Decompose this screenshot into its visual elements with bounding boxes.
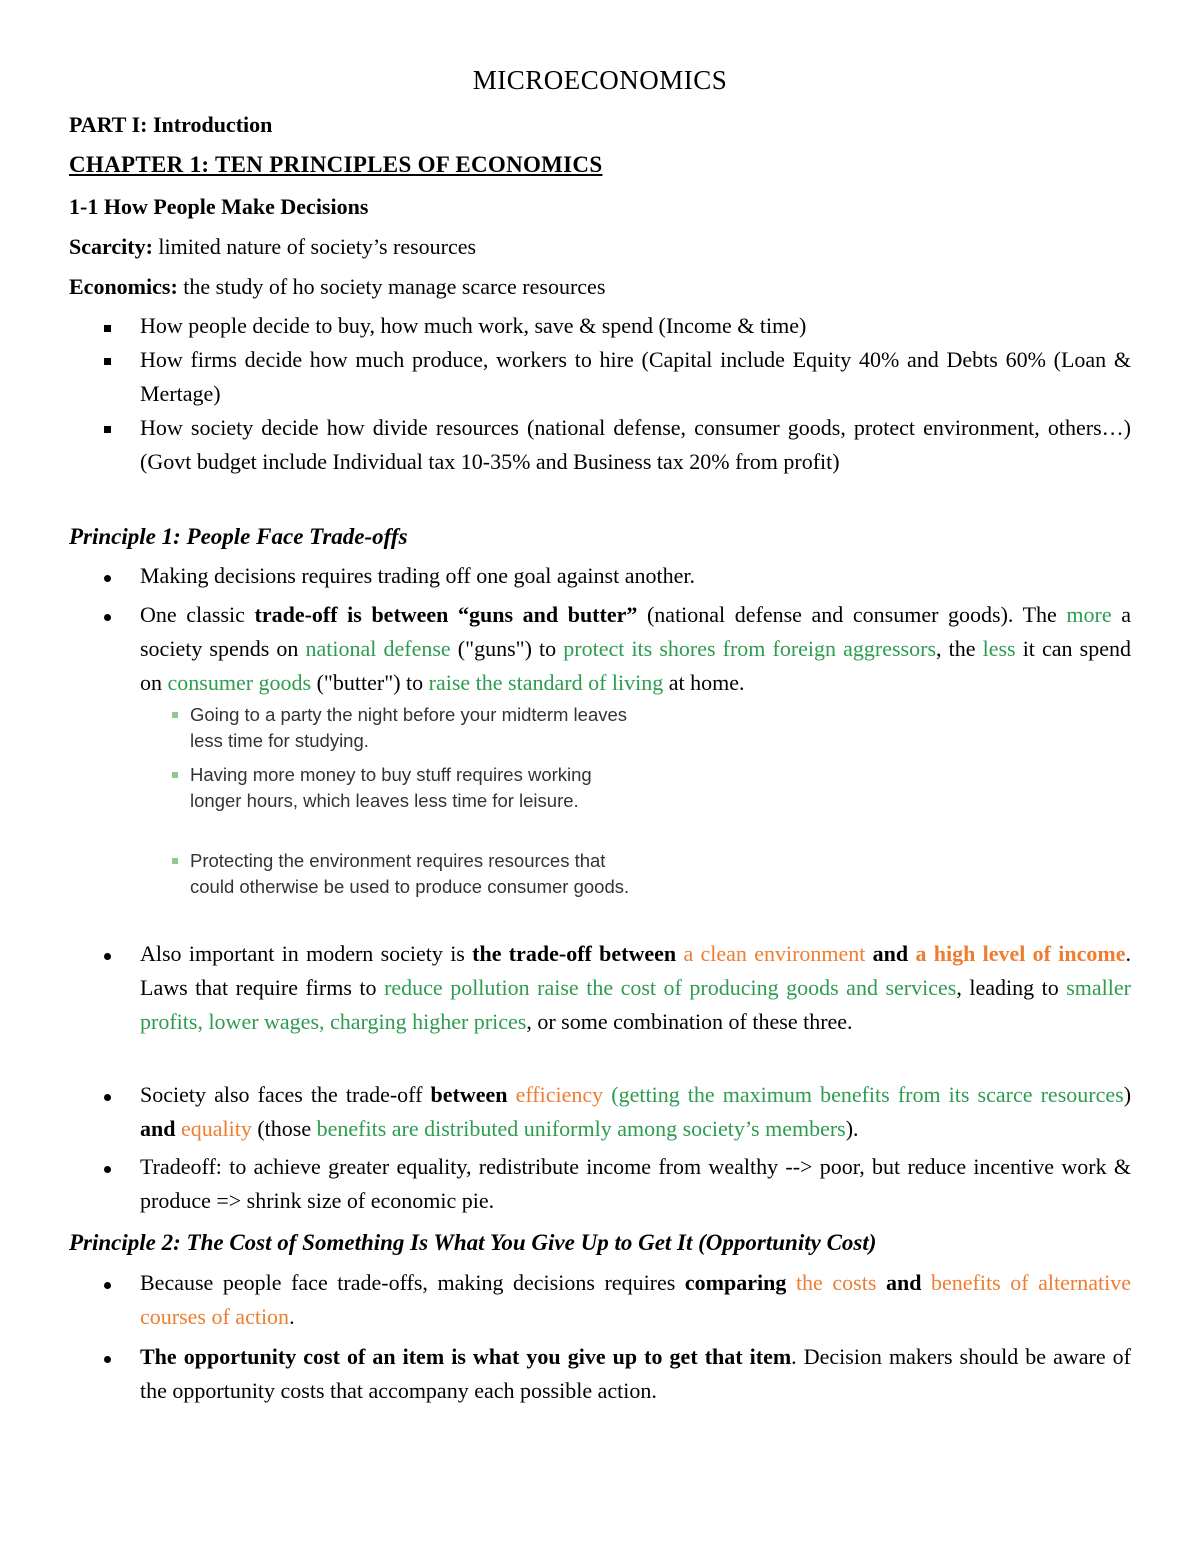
bullet-icon [104, 1079, 111, 1113]
principle-1-bullet-3: Also important in modern society is the trade-off between a clean environment and a high level of income. Laws that require firms to reduce pollution raise the cost of producing goods and services, leading to smaller profits, lower wages, charging higher prices, or some combination of these three. [140, 941, 1131, 1034]
principle-2-bullet-1: Because people face trade-offs, making decisions requires comparing the costs and benefits of alternative courses of action. [140, 1270, 1131, 1329]
example-item: Having more money to buy stuff requires working longer hours, which leaves less time for leisure. [190, 764, 592, 811]
square-bullet-icon [172, 858, 178, 864]
section-heading: 1-1 How People Make Decisions [69, 194, 369, 219]
scarcity-term: Scarcity: [69, 234, 153, 259]
bullet-icon [104, 1267, 111, 1301]
list-item: How firms decide how much produce, workers to hire (Capital include Equity 40% and Debts 60% (Loan & Mertage) [140, 347, 1131, 406]
economics-text: the study of ho society manage scarce resources [177, 274, 606, 299]
scarcity-text: limited nature of society’s resources [152, 234, 477, 259]
example-item: Protecting the environment requires resources that could otherwise be used to produce consumer goods. [190, 850, 630, 897]
list-item: How people decide to buy, how much work, save & spend (Income & time) [140, 313, 807, 338]
economics-definition [69, 270, 605, 304]
principle-1-bullet-2: One classic trade-off is between “guns and butter” (national defense and consumer goods). The more a society spends on national defense ("guns") to protect its shores from foreign aggressors, the less it can spend on consumer goods ("butter") to raise the standard of living at home. [140, 602, 1131, 695]
bullet-icon [104, 1341, 111, 1375]
part-heading: PART I: Introduction [69, 112, 273, 137]
principle-1-bullet-5: Tradeoff: to achieve greater equality, redistribute income from wealthy --> poor, but reduce incentive work & produce => shrink size of economic pie. [140, 1154, 1131, 1213]
principle-1-bullet-1: Making decisions requires trading off one goal against another. [140, 563, 695, 588]
economics-term: Economics: [69, 274, 178, 299]
square-bullet-icon [104, 343, 111, 377]
principle-1-heading: Principle 1: People Face Trade-offs [69, 524, 408, 549]
square-bullet-icon [172, 772, 178, 778]
square-bullet-icon [104, 411, 111, 445]
bullet-icon [104, 599, 111, 633]
trade-off-examples [172, 702, 632, 934]
square-bullet-icon [104, 310, 111, 344]
bullet-icon [104, 938, 111, 972]
bullet-icon [104, 1151, 111, 1185]
bullet-icon [104, 560, 111, 594]
square-bullet-icon [172, 712, 178, 718]
principle-2-heading: Principle 2: The Cost of Something Is What You Give Up to Get It (Opportunity Cost) [69, 1230, 877, 1255]
principle-1-bullet-4: Society also faces the trade-off between efficiency (getting the maximum benefits from its scarce resources) and equality (those benefits are distributed uniformly among society’s members). [140, 1082, 1132, 1141]
scarcity-definition [69, 230, 476, 264]
principle-2-bullet-2: The opportunity cost of an item is what you give up to get that item. Decision makers should be aware of the opportunity costs that accompany each possible action. [140, 1344, 1131, 1403]
list-item: How society decide how divide resources (national defense, consumer goods, protect environment, others…) (Govt budget include Individual tax 10-35% and Business tax 20% from profit) [140, 415, 1131, 474]
chapter-heading: CHAPTER 1: TEN PRINCIPLES OF ECONOMICS [69, 152, 603, 177]
document-title: MICROECONOMICS [472, 65, 728, 95]
example-item: Going to a party the night before your midterm leaves less time for studying. [190, 704, 628, 751]
